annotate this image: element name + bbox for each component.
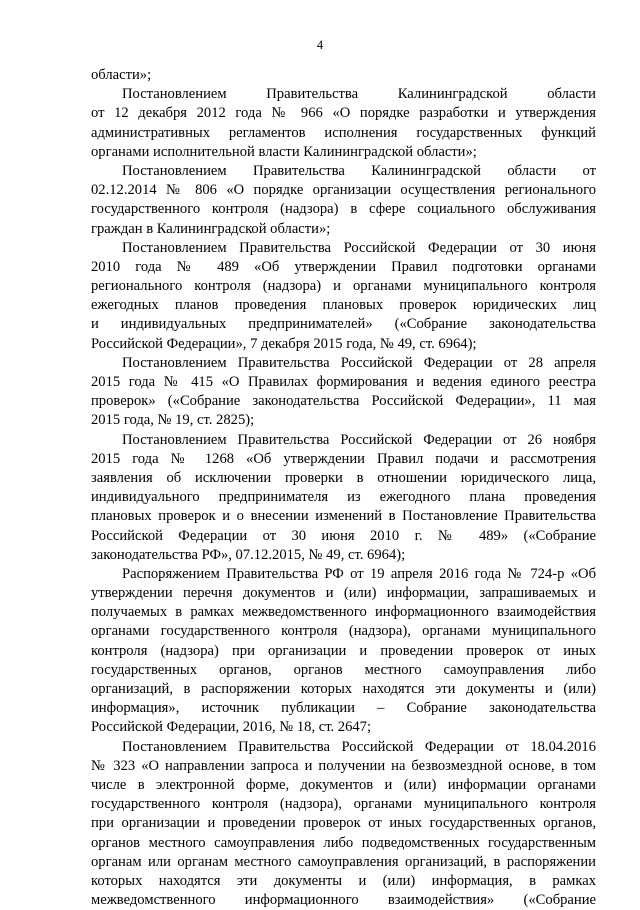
text-line: органам или органам местного самоуправления организаций, в распоряжении [91,853,596,870]
text-line: 02.12.2014 № 806 «О порядке организации осуществления регионального [91,182,596,199]
text-line: контроля (надзора) при организации и проведении проверок от иных [91,642,596,659]
text-line: утверждении перечня документов и (или) информации, запрашиваемых и [91,585,596,602]
text-line: органами государственного контроля (надзора), органами муниципального [91,623,596,640]
text-line: области»; [91,67,152,83]
text-line: Постановлением Правительства Калининградской области [122,86,596,103]
text-line: органов местного самоуправления либо подведомственных государственным [91,834,596,851]
text-line: 2015 года, № 19, ст. 2825); [91,412,255,429]
text-line: государственного контроля (надзора) в сфере социального обслуживания [91,201,596,218]
text-line: Постановлением Правительства Российской Федерации от 30 июня [122,239,596,256]
text-line: ежегодных планов проведения плановых проверок юридических лиц [91,297,596,314]
text-line: законодательства РФ», 07.12.2015, № 49, ст. 6964); [91,546,406,563]
text-line: информация», источник публикации – Собрание законодательства [91,700,596,717]
text-line: Постановлением Правительства Российской Федерации от 28 апреля [122,354,596,371]
text-line: регионального контроля (надзора) и органами муниципального контроля [91,278,596,295]
text-line: получаемых в рамках межведомственного информационного взаимодействия [91,604,596,621]
text-line: Российской Федерации», 7 декабря 2015 года, № 49, ст. 6964); [91,335,477,352]
text-line: проверок» («Собрание законодательства Российской Федерации», 11 мая [91,393,596,410]
text-line: числе в электронной форме, документов и (или) информации органами [91,776,596,793]
text-line: административных регламентов исполнения государственных функций [91,124,596,141]
text-line: заявления об исключении проверки в отношении юридического лица, [91,469,596,486]
text-line: государственных органов, органов местного самоуправления либо [91,661,596,678]
text-line: 2010 года № 489 «Об утверждении Правил подготовки органами [91,258,596,275]
text-line: 2015 года № 1268 «Об утверждении Правил подачи и рассмотрения [91,450,596,467]
text-line: и индивидуальных предпринимателей» («Собрание законодательства [91,316,596,333]
text-line: Российской Федерации, 2016, № 18, ст. 2647; [91,719,372,736]
text-line: плановых проверок и о внесении изменений в Постановление Правительства [91,508,596,525]
text-line: при организации и проведении проверок от иных государственных органов, [91,815,596,832]
text-line: Постановлением Правительства Калининградской области от [122,162,596,179]
text-line: 2015 года № 415 «О Правилах формирования и ведения единого реестра [91,374,596,390]
page-number: 4 [316,38,324,52]
text-line: от 12 декабря 2012 года № 966 «О порядке разработки и утверждения [91,105,596,122]
text-line: граждан в Калининградской области»; [91,220,331,237]
text-line: организаций, в распоряжении которых находятся эти документы и (или) [91,681,596,697]
text-line: Постановлением Правительства Российской Федерации от 18.04.2016 [122,738,596,755]
text-line: государственного контроля (надзора), органами муниципального контроля [91,796,596,813]
text-line: межведомственного информационного взаимодействия» («Собрание [91,892,596,909]
text-line: Российской Федерации от 30 июня 2010 г. № 489» («Собрание [91,527,596,544]
text-line: органами исполнительной власти Калининградской области»; [91,143,477,160]
text-line: индивидуального предпринимателя из ежегодного плана проведения [91,489,596,506]
document-body [91,66,596,910]
text-line: Постановлением Правительства Российской Федерации от 26 ноября [122,431,596,448]
text-line: которых находятся эти документы и (или) информация, в рамках [91,872,596,889]
text-line: № 323 «О направлении запроса и получении на безвозмездной основе, в том [91,757,596,774]
text-line: Распоряжением Правительства РФ от 19 апреля 2016 года № 724-р «Об [122,565,596,582]
